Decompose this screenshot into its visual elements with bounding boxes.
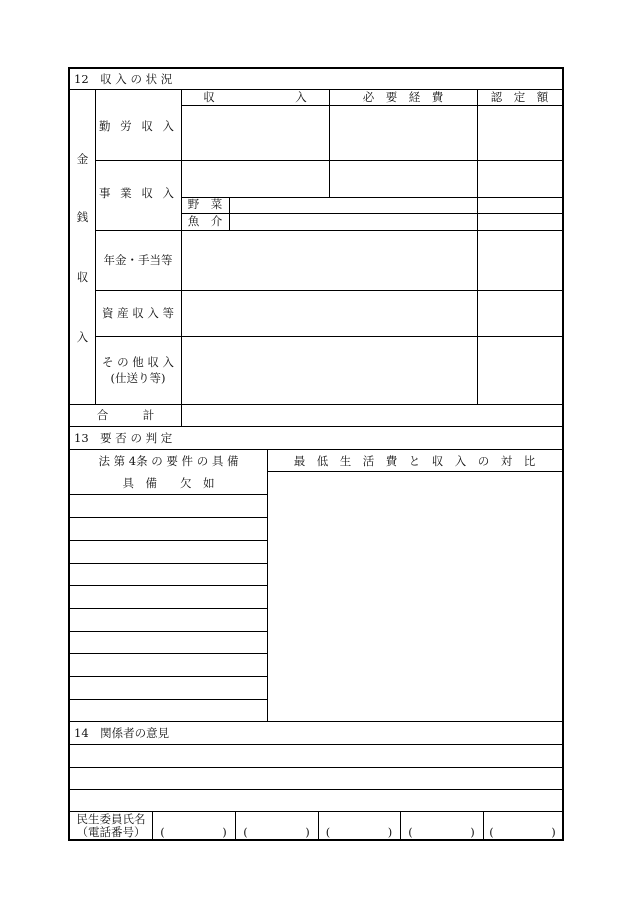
rule-sec13-row: [70, 517, 267, 518]
kinsen-char: 金: [76, 152, 89, 166]
rule-opinion-row: [70, 789, 562, 790]
rule-asset-bottom: [95, 336, 562, 337]
rule-sec13-row: [70, 585, 267, 586]
phone-parentheses: ( ): [325, 825, 393, 839]
row-total: 合 計: [96, 408, 155, 422]
phone-parentheses: ( ): [243, 825, 310, 839]
rule-sec14-title-bottom: [70, 744, 562, 745]
rule-sec13-title-bottom: [70, 449, 562, 450]
rule-sec13-row: [70, 631, 267, 632]
header-approved: 認 定 額: [490, 90, 549, 104]
row-labor-income: 勤 労 収 入: [99, 119, 177, 133]
welfare-commissioner-label: 民生委員氏名: [76, 812, 146, 826]
rule-expense-col: [329, 89, 330, 197]
rule-sec13-row: [70, 608, 267, 609]
kinsen-char: 入: [76, 330, 89, 344]
header-expense: 必 要 経 費: [362, 90, 444, 104]
rule-sec13-row: [70, 699, 267, 700]
section-13-title: 13 要 否 の 判 定: [74, 431, 173, 445]
rule-sec13-row: [70, 653, 267, 654]
header-income: 収 入: [203, 90, 307, 104]
rule-business-bottom: [95, 230, 562, 231]
rule-approved-col: [477, 89, 478, 404]
section-14-title: 14 関係者の意見: [74, 726, 170, 740]
rule-subitem-col: [229, 197, 230, 230]
rule-income-header: [181, 105, 562, 106]
rule-sec12-top: [70, 89, 562, 90]
kinsen-char: 収: [76, 270, 89, 284]
phone-parentheses: ( ): [408, 825, 475, 839]
section-12-title: 12 収 入 の 状 況: [74, 72, 173, 86]
rule-sec13-bottom: [70, 721, 562, 722]
rule-vegetables-bottom: [181, 213, 562, 214]
comparison-header: 最 低 生 活 費 と 収 入 の 対 比: [293, 454, 536, 468]
requirements-subheader: 具 備 欠 如: [122, 476, 215, 490]
rule-sec13-split: [267, 449, 268, 721]
row-asset-income: 資 産 収 入 等: [101, 306, 175, 320]
rule-label-col: [181, 89, 182, 426]
phone-parentheses: ( ): [489, 825, 556, 839]
rule-sec13-header-right: [267, 471, 562, 472]
phone-parentheses: ( ): [160, 825, 227, 839]
row-business-income: 事 業 収 入: [99, 186, 177, 200]
sub-vegetables: 野 菜: [187, 197, 223, 211]
rule-total-bottom: [70, 426, 562, 427]
rule-opinion-row: [70, 767, 562, 768]
phone-number-label: （電話番号）: [76, 825, 146, 839]
rule-sec13-row: [70, 563, 267, 564]
rule-pension-bottom: [95, 290, 562, 291]
row-other-income: そ の 他 収 入: [101, 355, 175, 369]
sub-fish: 魚 介: [187, 214, 223, 228]
requirements-header: 法 第 4条 の 要 件 の 具 備: [98, 454, 239, 468]
kinsen-char: 銭: [76, 210, 89, 224]
rule-sec13-row: [70, 676, 267, 677]
row-other-income-note: (仕送り等): [110, 371, 166, 385]
rule-kinsen-bottom: [70, 404, 562, 405]
rule-sec13-row: [70, 540, 267, 541]
row-pension: 年金・手当等: [103, 253, 173, 267]
application-form: [68, 67, 564, 841]
rule-sec13-header-left: [70, 494, 267, 495]
rule-business-mid: [181, 197, 562, 198]
